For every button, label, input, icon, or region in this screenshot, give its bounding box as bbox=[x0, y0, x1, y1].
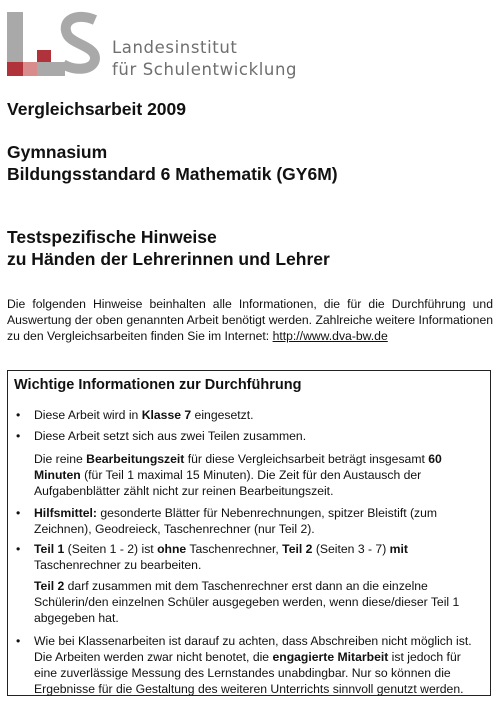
item-bold: Teil 1 bbox=[34, 542, 65, 556]
item-bold: 60 Minuten bbox=[34, 452, 442, 482]
item-text: Diese Arbeit wird in bbox=[34, 408, 142, 422]
bullet: • bbox=[16, 429, 21, 443]
bullet: • bbox=[16, 542, 21, 556]
bullet: • bbox=[16, 408, 21, 422]
item-bold: mit bbox=[389, 542, 408, 556]
item-text: gesonderte Blätter für Nebenrechnungen, spitzer Bleistift (zum Zeichnen), Geodreieck, Taschenrechner (nur Teil 2). bbox=[34, 506, 438, 536]
subtitle-block bbox=[7, 141, 338, 185]
item-bold: Teil 2 bbox=[282, 542, 313, 556]
item-paragraph bbox=[34, 451, 482, 499]
bullet: • bbox=[16, 506, 21, 520]
item-bold: ohne bbox=[157, 542, 187, 556]
item-text: ist jedoch für eine zuverlässige Messung des Lernstandes unabdingbar. Nur so können die Ergebnisse für die Gestaltung des weiteren Unterrichts sinnvoll genutzt werden. bbox=[34, 650, 464, 696]
item-text: für diese Vergleichsarbeit beträgt insgesamt bbox=[184, 452, 429, 466]
logo-graphic bbox=[7, 10, 107, 80]
item-bold: engagierte Mitarbeit bbox=[272, 650, 389, 664]
section-line2: zu Händen der Lehrerinnen und Lehrer bbox=[7, 249, 330, 269]
item-bold: Teil 2 bbox=[34, 579, 65, 593]
school-type: Gymnasium bbox=[7, 142, 108, 162]
item-text: (Seiten 1 - 2) ist bbox=[64, 542, 158, 556]
lis-logo bbox=[7, 10, 307, 80]
bullet: • bbox=[16, 634, 21, 648]
document-title: Vergleichsarbeit 2009 bbox=[7, 99, 186, 119]
section-line1: Testspezifische Hinweise bbox=[7, 227, 217, 247]
logo-line1: Landesinstitut bbox=[112, 38, 238, 57]
item-bold: Hilfsmittel: bbox=[34, 506, 97, 520]
logo-line2: für Schulentwicklung bbox=[112, 60, 298, 79]
item-text: Wie bei Klassenarbeiten ist darauf zu achten, dass Abschreiben nicht möglich ist. Die Arbeiten werden zwar nicht benotet, die bbox=[34, 634, 472, 664]
standard-title: Bildungsstandard 6 Mathematik (GY6M) bbox=[7, 164, 338, 184]
item-text: (Seiten 3 - 7) bbox=[312, 542, 390, 556]
info-box-title: Wichtige Informationen zur Durchführung bbox=[14, 377, 302, 393]
intro-paragraph bbox=[7, 296, 493, 344]
section-heading bbox=[7, 226, 330, 270]
item-paragraph bbox=[34, 541, 482, 573]
item-text: darf zusammen mit dem Taschenrechner erst dann an die einzelne Schülerin/den einzelnen Schüler ausgegeben werden, wenn diese/dieser Teil 1 abgegeben hat. bbox=[34, 579, 460, 625]
item-text: Taschenrechner, bbox=[186, 542, 283, 556]
logo-text bbox=[112, 37, 297, 81]
item-bold: Klasse 7 bbox=[141, 408, 192, 422]
item-text: Die reine bbox=[34, 452, 87, 466]
item-text: (für Teil 1 maximal 15 Minuten). Die Zeit für den Austausch der Aufgabenblätter zählt nicht zur reinen Bearbeitungszeit. bbox=[34, 468, 422, 498]
intro-text: Die folgenden Hinweise beinhalten alle Informationen, die für die Durchführung und Auswertung der oben genannten Arbeit benötigt werden. Zahlreiche weitere Informationen zu den Vergleichsarbeiten finden Sie im Internet: bbox=[7, 297, 493, 343]
item-bold: Bearbeitungszeit bbox=[86, 452, 185, 466]
dva-link[interactable]: http://www.dva-bw.de bbox=[272, 329, 388, 343]
item-text: Taschenrechner zu bearbeiten. bbox=[34, 558, 202, 572]
item-text: Diese Arbeit setzt sich aus zwei Teilen zusammen. bbox=[34, 429, 307, 443]
item-paragraph bbox=[34, 578, 482, 626]
info-box bbox=[7, 370, 491, 696]
item-text: eingesetzt. bbox=[191, 408, 254, 422]
